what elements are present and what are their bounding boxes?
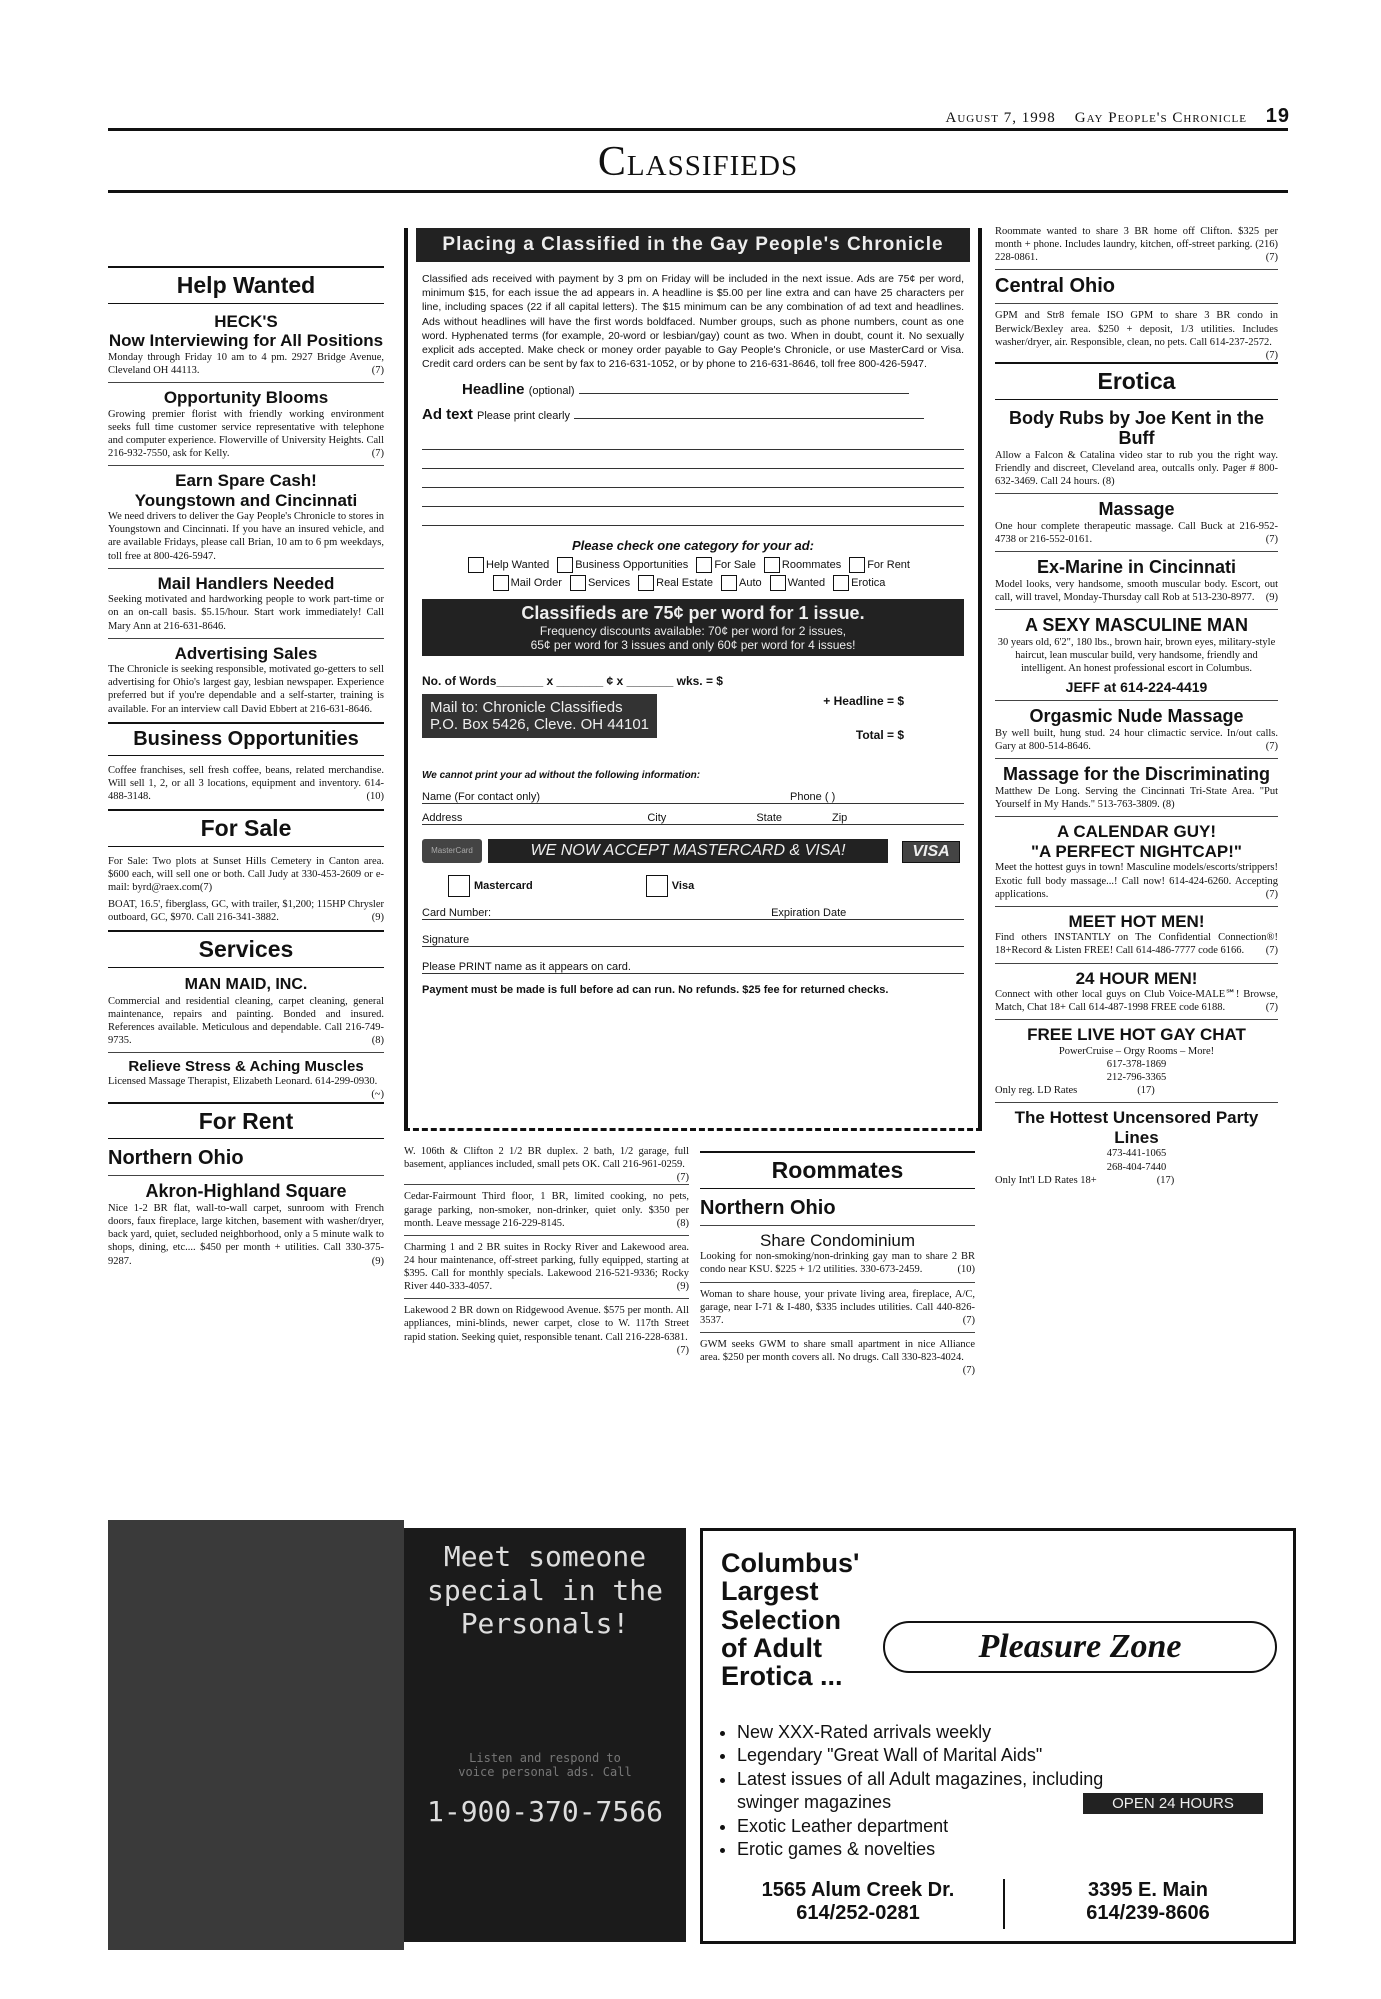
card-accept-banner: WE NOW ACCEPT MASTERCARD & VISA! (488, 839, 888, 863)
classified-order-form (404, 228, 982, 1131)
category-row-2 (408, 575, 978, 591)
region-heading: Central Ohio (995, 275, 1116, 298)
price-discount: Frequency discounts available: 70¢ per word for 2 issues, (539, 624, 847, 639)
ad-body: Commercial and residential cleaning, carpet cleaning, general maintenance, repairs and painting. Bonded and insured. References available. Meticulous and dependable. Call 216-749-9735. (8) (108, 995, 384, 1046)
category-checkbox[interactable]: Services (570, 577, 630, 589)
ad-body: By well built, hung stud. 24 hour climactic service. In/out calls. Gary at 800-514-8646. (7) (995, 728, 1278, 753)
ad-body: Lakewood 2 BR down on Ridgewood Avenue. $575 per month. All appliances, mini-blinds, newer carpet, close to W. 117th Street rapid station. Seeking quiet, responsible tenant. Call 216-228-6381. (7) (404, 1305, 689, 1356)
category-checkbox[interactable]: Real Estate (638, 577, 713, 589)
category-checkbox[interactable]: Mail Order (493, 577, 562, 589)
ad-body: 30 years old, 6'2", 180 lbs., brown hair, brown eyes, military-style haircut, lean muscular build, very handsome, friendly and intelligent. An honest professional escort in Columbus. (997, 636, 1276, 675)
ad-heading: Mail Handlers Needed (157, 573, 335, 593)
region-heading: Northern Ohio (700, 1196, 836, 1219)
pz-feature: • New XXX-Rated arrivals weekly (737, 1721, 1117, 1744)
ad-heading: Massage for the Discriminating (1002, 764, 1271, 785)
price-box (422, 599, 964, 656)
ad-body: Connect with other local guys on Club Voice-MALE℠! Browse, Match, Chat 18+ Call 614-487-1998 FREE code 6188. (7) (995, 989, 1278, 1014)
ad-heading: A CALENDAR GUY! (1057, 822, 1216, 842)
ad-heading: Advertising Sales (174, 643, 318, 663)
adtext-line[interactable] (422, 488, 964, 507)
category-checkbox[interactable]: For Sale (696, 559, 756, 571)
visa-logo: VISA (902, 841, 960, 863)
paper-name: Gay People's Chronicle (1074, 110, 1247, 126)
ad-body: 473-441-1065 268-404-7440 (1106, 1148, 1167, 1173)
ad-body: BOAT, 16.5', fiberglass, GC, with trailer, $1,200; 115HP Chrysler outboard, GC, $970. Call 216-341-3882. (9) (108, 899, 384, 924)
personals-ad (404, 1528, 686, 1942)
adtext-line[interactable] (422, 507, 964, 526)
pz-feature: • Exotic Leather department (737, 1815, 1117, 1838)
ad-signature: JEFF at 614-224-4419 (1065, 679, 1208, 696)
ad-body: Cedar-Fairmount Third floor, 1 BR, limited cooking, no pets, garage parking, non-smoker, non-drinker, quiet only. $350 per month. Leave message 216-229-8145. (8) (404, 1191, 689, 1229)
ad-heading: Massage (1098, 499, 1175, 520)
category-checkbox[interactable]: Roommates (764, 559, 841, 571)
section-help-wanted: Help Wanted (108, 266, 384, 304)
ad-body: One hour complete therapeutic massage. Call Buck at 216-952-4738 or 216-552-0161. (7) (995, 521, 1278, 546)
ad-body: GPM and Str8 female ISO GPM to share 3 BR condo in Berwick/Bexley area. $250 + deposit, 1/3 utilities. Includes washer/dryer, air. Responsible, clean, no pets. Call 614-237-2572. (7) (995, 310, 1278, 361)
ad-heading: Share Condominium (760, 1230, 915, 1250)
pz-location-2: 3395 E. Main 614/239-8606 (1086, 1879, 1210, 1924)
section-services: Services (108, 930, 384, 968)
pz-features (713, 1721, 1117, 1861)
ad-heading: The Hottest Uncensored Party Lines (1014, 1108, 1259, 1147)
ad-body: Monday through Friday 10 am to 4 pm. 2927 Bridge Avenue, Cleveland OH 44113. (7) (108, 351, 384, 376)
ad-heading: 24 HOUR MEN! (1075, 968, 1198, 988)
ad-body: Charming 1 and 2 BR suites in Rocky River and Lakewood area. 24 hour maintenance, off-street parking, fully equipped, starting at $395. Call for monthly specials. Lakewood 216-521-9336; Rocky River 440-333-4057. (9) (404, 1241, 689, 1293)
divider (108, 568, 384, 569)
personals-photo (108, 1520, 404, 1950)
personals-headline: Meet someone special in the Personals! (426, 1540, 663, 1641)
ad-body: Nice 1-2 BR flat, wall-to-wall carpet, sunroom with French doors, faux fireplace, large kitchen, basement with washer/dryer, back yard, quiet, secluded neighborhood, only a 5 minute walk to shops, dining, etc.... $450 per month + utilities. Call 330-375-9287. (9) (108, 1203, 384, 1267)
price-headline: Classifieds are 75¢ per word for 1 issue. (521, 603, 865, 624)
ad-body: Seeking motivated and hardworking people to work part-time or on an on-call basis. $5.15/hour. Start work immediately! Call Mary Ann at 216-631-8646. (108, 594, 384, 632)
section-for-rent: For Rent (108, 1102, 384, 1140)
pz-feature: • Latest issues of all Adult magazines, including swinger magazines (737, 1768, 1117, 1815)
personals-small: Listen and respond to voice personal ads. Call (458, 1750, 632, 1779)
form-instructions: Classified ads received with payment by 3 pm on Friday will be included in the next issue. Ads are 75¢ per word, minimum $15, for each issue the ad appears in. A headline is $5.00 per line extra and can have 25 characters per line, including spaces (22 if all capital letters). The $15 minimum can be any combination of ad text and headlines. Ads without headlines will have the first words boldfaced. Number groups, such as phone numbers, count as one word. Hyphenated terms (for example, 20-word or lesbian/gay) count as two. When in doubt, count it. No sexually explicit ads accepted. Make check or money order payable to Gay People's Chronicle, or use MasterCard or Visa. Credit card orders can be sent by fax to 216-631-1052, or by phone to 216-631-8646, toll free 800-426-5947. (422, 273, 964, 371)
section-roommates: Roommates (700, 1151, 975, 1189)
section-for-sale: For Sale (108, 809, 384, 847)
ad-heading: Body Rubs by Joe Kent in the Buff (1008, 407, 1265, 449)
card-banner (422, 839, 964, 865)
ad-body: Coffee franchises, sell fresh coffee, beans, related merchandise. Will sell 1, 2, or all 3 locations, equipment and inventory. 614-488-3148. (10) (108, 764, 384, 802)
divider (108, 638, 384, 639)
ad-heading: Orgasmic Nude Massage (1029, 706, 1244, 727)
ad-body: Roommate wanted to share 3 BR home off Clifton. $325 per month + phone. Includes laundry, kitchen, off-street parking. (216) 228-0861. (7) (995, 226, 1278, 264)
ad-heading: A SEXY MASCULINE MAN (1024, 615, 1249, 636)
ad-footer: Only Int'l LD Rates 18+ (17) (995, 1174, 1175, 1186)
ad-body: Looking for non-smoking/non-drinking gay man to share 2 BR condo near KSU. $225 + 1/2 utilities. 330-673-2459. (10) (700, 1251, 975, 1276)
section-business: Business Opportunities (108, 722, 384, 756)
form-title: Placing a Classified in the Gay People's Chronicle (416, 228, 970, 262)
header-rule (108, 128, 1288, 131)
pz-logo: Pleasure Zone (883, 1621, 1277, 1673)
pz-open: OPEN 24 HOURS (1083, 1793, 1263, 1814)
page-header (830, 105, 1290, 128)
ad-body: Allow a Falcon & Catalina video star to rub you the right way. Friendly and discreet, Cleveland area, outcalls only. Pager # 800-632-3469. Call 24 hours. (8) (995, 450, 1278, 488)
adtext-line[interactable] (422, 431, 964, 450)
category-checkbox[interactable]: Business Opportunities (557, 559, 688, 571)
personals-phone: 1-900-370-7566 (426, 1794, 663, 1828)
category-checkbox[interactable]: Help Wanted (468, 559, 549, 571)
headline-total[interactable]: + Headline = $ (823, 694, 904, 709)
category-title: Please check one category for your ad: (571, 538, 815, 554)
section-erotica: Erotica (995, 362, 1278, 400)
left-column (108, 260, 384, 1272)
card-number-field[interactable]: Card Number: Expiration Date (422, 907, 964, 920)
adtext-row[interactable]: Ad text Please print clearly (422, 406, 964, 423)
mastercard-logo: MasterCard (422, 839, 482, 863)
issue-date: August 7, 1998 (945, 110, 1056, 126)
ad-body: Growing premier florist with friendly working environment seeks full time customer service representative with telephone and computer experience. Flowerville of University Heights. Call 216-932-7550, ask for Kelly. (7) (108, 408, 384, 460)
mid-right-ads (700, 1145, 975, 1377)
page-title: Classifieds (597, 139, 799, 185)
category-checkbox[interactable]: Wanted (770, 577, 826, 589)
ad-heading: Earn Spare Cash! (175, 471, 317, 491)
right-column (995, 225, 1278, 1187)
adtext-line[interactable] (422, 450, 964, 469)
ad-body: We need drivers to deliver the Gay People's Chronicle to stores in Youngstown and Cincinnati. If you have an insured vehicle, and are available Fridays, please call Brian, 10 am to 6 pm weekdays, toll free at 800-426-5947. (108, 511, 385, 562)
category-checkbox[interactable]: Erotica (833, 577, 885, 589)
ad-body: The Chronicle is seeking responsible, motivated go-getters to sell advertising for Ohio's largest gay, lesbian newspaper. Experience preferred but if you're dependable and a self-starter, training is available. For an interview call David Ebbert at 216-631-8646. (108, 664, 384, 715)
info-note: We cannot print your ad without the following information: (422, 770, 701, 782)
pz-divider (1003, 1879, 1005, 1929)
address-field[interactable]: Address City State Zip (422, 812, 964, 825)
ad-heading: Relieve Stress & Aching Muscles (128, 1058, 364, 1076)
ad-body: Matthew De Long. Serving the Cincinnati Tri-State Area. "Put Yourself in My Hands." 513-763-3809. (8) (995, 786, 1278, 811)
ad-heading: Youngstown and Cincinnati (134, 490, 358, 510)
category-checkbox[interactable]: Auto (721, 577, 762, 589)
grand-total[interactable]: Total = $ (855, 728, 904, 743)
word-calc[interactable]: No. of Words_______ x _______ ¢ x _______ wks. = $ (422, 674, 723, 689)
ad-heading: "A PERFECT NIGHTCAP!" (1031, 841, 1242, 861)
ad-body: W. 106th & Clifton 2 1/2 BR duplex. 2 bath, 1/2 garage, full basement, appliances included, small pets OK. Call 216-961-0259. (7) (404, 1146, 689, 1184)
name-field[interactable]: Name (For contact only) Phone ( ) (422, 791, 964, 804)
ad-heading: Ex-Marine in Cincinnati (1036, 557, 1237, 578)
ad-body: GWM seeks GWM to share small apartment in nice Alliance area. $250 per month covers all. No drugs. Call 330-823-4024. (7) (700, 1338, 975, 1377)
divider (108, 1052, 384, 1053)
payment-note: Payment must be made is full before ad can run. No refunds. $25 fee for returned checks. (422, 984, 889, 997)
ad-body: Woman to share house, your private living area, fireplace, A/C, garage, near I-71 & I-480, $335 includes utilities. Call 440-826-3537. (7) (700, 1288, 975, 1326)
ad-body: For Sale: Two plots at Sunset Hills Cemetery in Canton area. $600 each, will sell one or both. Call Judy at 330-453-2609 or e-mail: byrd@raex.com(7) (108, 855, 384, 894)
pz-feature: • Erotic games & novelties (737, 1838, 1117, 1861)
divider (108, 382, 384, 383)
visa-checkbox[interactable] (646, 875, 668, 897)
ad-body: Meet the hottest guys in town! Masculine models/escorts/strippers! Exotic full body massage...! Call now! 614-424-6260. Accepting applications. (7) (995, 862, 1278, 900)
ad-heading: HECK'S (214, 311, 278, 331)
mid-left-ads (404, 1145, 689, 1357)
ad-body: Licensed Massage Therapist, Elizabeth Leonard. 614-299-0930. (~) (108, 1076, 384, 1101)
pz-feature: • Legendary "Great Wall of Marital Aids" (737, 1744, 1117, 1767)
divider (108, 465, 384, 466)
print-name-field[interactable]: Please PRINT name as it appears on card. (422, 961, 964, 974)
adtext-line[interactable] (422, 469, 964, 488)
ad-heading: MEET HOT MEN! (1068, 911, 1205, 931)
ad-body: Find others INSTANTLY on The Confidential Connection®! 18+Record & Listen FREE! Call 614-486-7777 code 6166. (7) (995, 932, 1278, 957)
ad-heading: Opportunity Blooms (163, 388, 329, 408)
page-number: 19 (1265, 105, 1290, 127)
pz-location-1: 1565 Alum Creek Dr. 614/252-0281 (761, 1879, 955, 1924)
mail-address-box: Mail to: Chronicle Classifieds P.O. Box 5426, Cleve. OH 44101 (422, 694, 657, 738)
signature-field[interactable]: Signature (422, 934, 964, 947)
card-type-row: Mastercard Visa (448, 875, 938, 897)
region-heading: Northern Ohio (108, 1147, 244, 1170)
title-rule (108, 190, 1288, 193)
ad-heading: Now Interviewing for All Positions (108, 331, 384, 351)
ad-footer: Only reg. LD Rates (17) (995, 1085, 1155, 1097)
mastercard-checkbox[interactable] (448, 875, 470, 897)
divider (108, 1175, 384, 1176)
ad-heading: Akron-Highland Square (145, 1181, 347, 1202)
ad-body: Model looks, very handsome, smooth muscular body. Escort, out call, will travel, Monday-Thursday call Rob at 513-230-8977. (9) (995, 579, 1278, 604)
pz-headline: Columbus' Largest Selection of Adult Erotica ... (721, 1548, 860, 1692)
price-discount: 65¢ per word for 3 issues and only 60¢ per word for 4 issues! (530, 638, 856, 653)
ad-heading: FREE LIVE HOT GAY CHAT (1027, 1025, 1246, 1045)
category-checkbox[interactable]: For Rent (849, 559, 910, 571)
category-row-1 (408, 557, 978, 573)
headline-row[interactable]: Headline (optional) (422, 381, 964, 398)
ad-heading: MAN MAID, INC. (184, 976, 308, 994)
ad-body: PowerCruise – Orgy Rooms – More! 617-378-1869 212-796-3365 (1058, 1045, 1215, 1084)
pleasure-zone-ad (700, 1528, 1296, 1944)
